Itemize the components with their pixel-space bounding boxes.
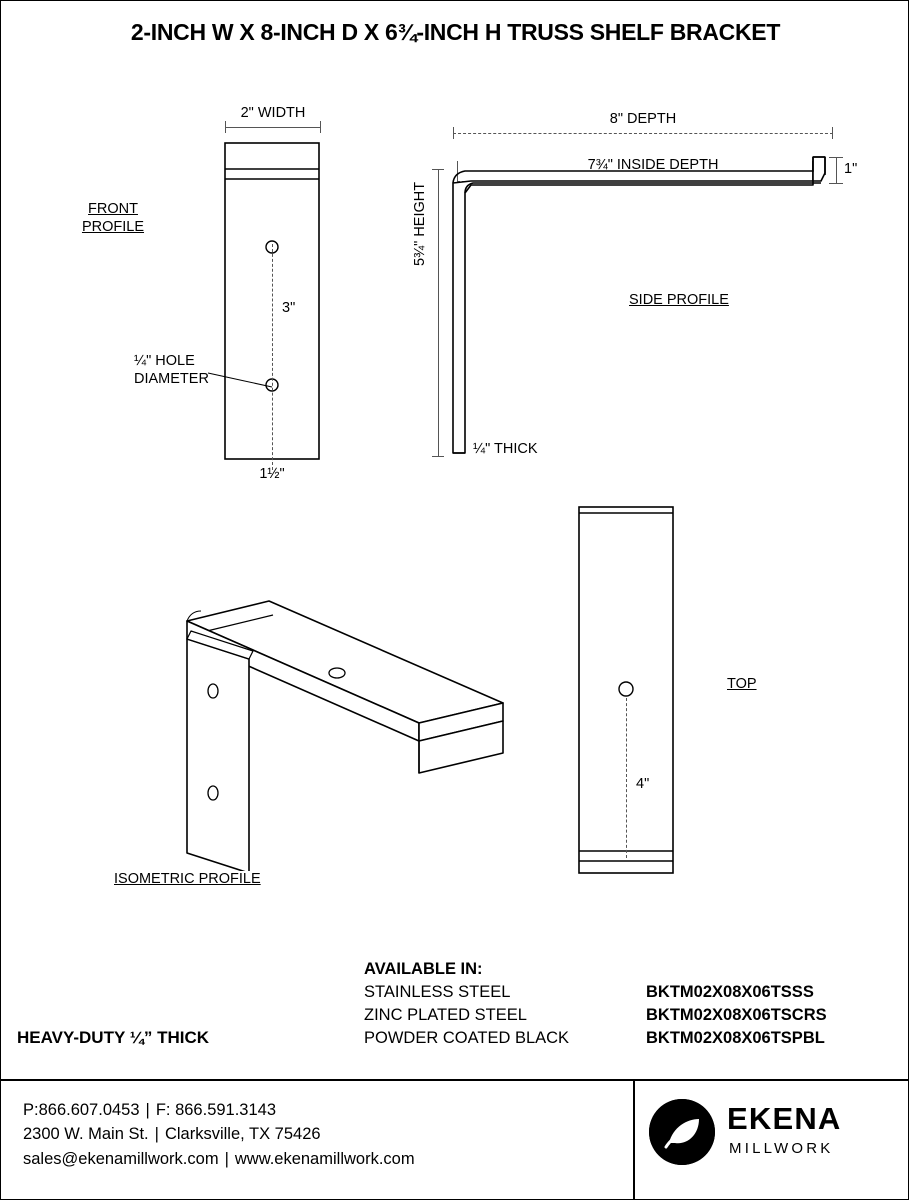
side-lip-dim-tick-bottom (829, 183, 843, 184)
footer-contact (23, 1098, 415, 1171)
front-profile-label-line2: PROFILE (81, 218, 145, 235)
front-hole-spacing-label: 3" (282, 300, 296, 316)
footer-website[interactable]: www.ekenamillwork.com (234, 1149, 415, 1168)
side-profile-label: SIDE PROFILE (629, 292, 729, 308)
front-hole-diameter-label (134, 353, 209, 388)
side-lip-dim-line (836, 157, 837, 183)
footer-sep-1: | (145, 1101, 150, 1119)
footer-divider-vertical (633, 1079, 635, 1200)
front-profile-label-line1: FRONT (88, 201, 138, 217)
footer-phone: P:866.607.0453 (23, 1101, 140, 1119)
footer-city: Clarksville, TX 75426 (164, 1125, 321, 1144)
logo-brand-sub: MILLWORK (729, 1140, 834, 1157)
footer-fax: F: 866.591.3143 (155, 1101, 277, 1119)
front-bottom-dim-label: 1½" (259, 466, 285, 482)
footer-sep-2: | (154, 1125, 159, 1144)
footer-contact-line3 (23, 1147, 415, 1171)
front-hole-diameter-label-line1: ¼" HOLE (134, 353, 195, 369)
available-material-2: POWDER COATED BLACK (364, 1029, 570, 1047)
side-depth-tick-right (832, 127, 833, 139)
footer-address: 2300 W. Main St. (23, 1125, 149, 1144)
logo-brand-name: EKENA (727, 1101, 842, 1136)
front-profile-label (47, 201, 179, 236)
sku-0: BKTM02X08X06TSSS (646, 983, 814, 1001)
sku-2: BKTM02X08X06TSPBL (646, 1029, 825, 1047)
front-profile-drawing (217, 137, 337, 467)
page-title: 2-INCH W X 8-INCH D X 6¾-INCH H TRUSS SHELF BRACKET (130, 19, 781, 45)
side-depth-dim-label: 8" DEPTH (609, 111, 677, 127)
front-hole-diameter-leader (206, 369, 286, 395)
footer-contact-line2 (23, 1122, 415, 1146)
front-width-dim-tick-left (225, 121, 226, 133)
side-depth-dim-line (453, 133, 833, 134)
top-view-drawing (571, 501, 691, 881)
heavy-duty-note: HEAVY-DUTY ¼” THICK (17, 1028, 210, 1047)
side-thickness-label: ¼" THICK (473, 441, 538, 457)
available-heading: AVAILABLE IN: (364, 960, 483, 978)
side-height-dim-label: 5¾" HEIGHT (412, 181, 428, 266)
side-lip-dim-label: 1" (844, 161, 858, 177)
footer-contact-line1 (23, 1098, 415, 1122)
front-width-dim-line (225, 127, 321, 128)
front-hole-centerline (272, 244, 273, 470)
footer-email[interactable]: sales@ekenamillwork.com (23, 1149, 219, 1168)
top-view-label: TOP (727, 676, 757, 692)
side-depth-tick-left (453, 127, 454, 139)
front-width-dim-label: 2" WIDTH (240, 105, 306, 121)
top-hole-centerline (626, 698, 627, 858)
side-height-tick-bottom (432, 456, 444, 457)
side-inside-depth-dim-label: 7¾" INSIDE DEPTH (587, 157, 719, 173)
footer-sep-3: | (224, 1149, 229, 1168)
front-width-dim-tick-right (320, 121, 321, 133)
company-logo (649, 1097, 899, 1169)
available-material-1: ZINC PLATED STEEL (364, 1006, 527, 1024)
side-height-dim-line (438, 169, 439, 457)
top-hole-dim-label: 4" (636, 776, 650, 792)
available-material-0: STAINLESS STEEL (364, 983, 511, 1001)
sku-1: BKTM02X08X06TSCRS (646, 1006, 827, 1024)
isometric-profile-drawing (161, 581, 521, 871)
side-height-tick-top (432, 169, 444, 170)
leaf-icon (649, 1099, 715, 1165)
front-hole-diameter-label-line2: DIAMETER (134, 370, 209, 387)
footer-divider-horizontal (1, 1079, 909, 1081)
isometric-profile-label: ISOMETRIC PROFILE (114, 871, 261, 887)
